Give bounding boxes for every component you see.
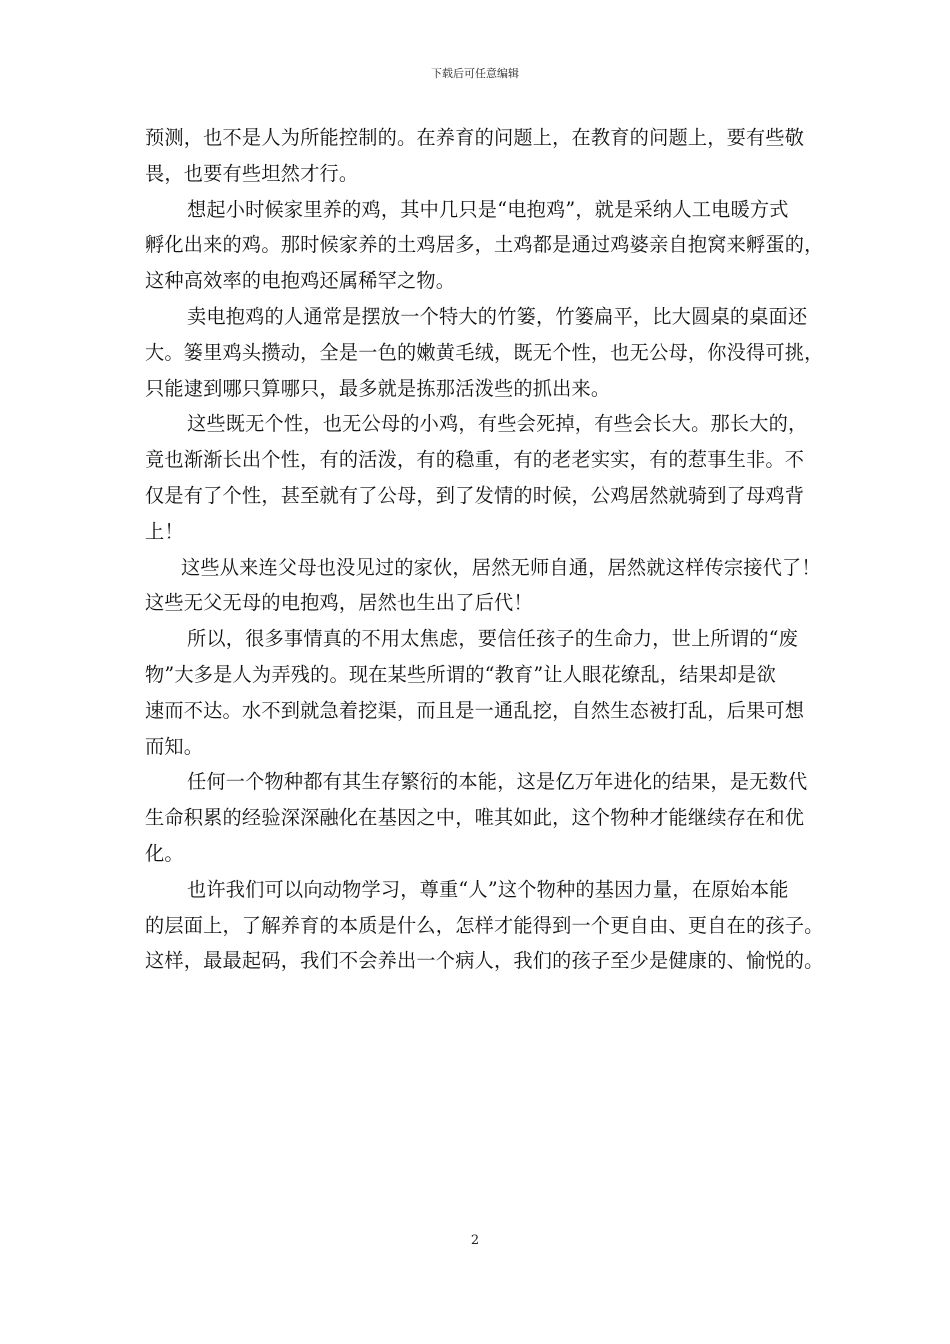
text-line: 所以，很多事情真的不用太焦虑，要信任孩子的生命力，世上所谓的“废 (187, 627, 799, 651)
text-line: 只能逮到哪只算哪只，最多就是拣那活泼些的抓出来。 (145, 376, 611, 400)
page-header: 下载后可任意编辑 (431, 67, 519, 80)
paragraph (145, 192, 824, 299)
text-line: 这些从来连父母也没见过的家伙，居然无师自通，居然就这样传宗接代了！ (181, 555, 821, 579)
text-line: 的层面上，了解养育的本质是什么，怎样才能得到一个更自由、更自在的孩子。 (145, 913, 824, 937)
text-line: 也许我们可以向动物学习，尊重“人”这个物种的基因力量，在原始本能 (187, 877, 789, 901)
text-line: 想起小时候家里养的鸡，其中几只是“电抱鸡”，就是采纳人工电暖方式 (187, 197, 789, 221)
text-line: 这种高效率的电抱鸡还属稀罕之物。 (145, 269, 456, 293)
text-line: 预测，也不是人为所能控制的。在养育的问题上，在教育的问题上，要有些敬 (145, 126, 805, 149)
text-line: 上！ (145, 519, 184, 543)
text-line: 这样，最最起码，我们不会养出一个病人，我们的孩子至少是健康的、愉悦的。 (145, 949, 824, 973)
text-line: 竟也渐渐长出个性，有的活泼，有的稳重，有的老老实实，有的惹事生非。不 (145, 448, 805, 472)
document-body (145, 120, 824, 979)
text-line: 而知。 (145, 734, 204, 758)
paragraph (145, 764, 821, 871)
text-line: 物”大多是人为弄残的。现在某些所谓的“教育”让人眼花缭乱，结果却是欲 (145, 662, 777, 686)
text-line: 这些无父无母的电抱鸡，居然也生出了后代！ (145, 591, 533, 615)
text-line: 大。篓里鸡头攒动，全是一色的嫩黄毛绒，既无个性，也无公母，你没得可挑， (145, 340, 824, 364)
paragraph (145, 299, 824, 406)
text-line: 化。 (145, 841, 184, 865)
text-line: 速而不达。水不到就急着挖渠，而且是一通乱挖，自然生态被打乱，后果可想 (145, 698, 805, 722)
text-line: 畏，也要有些坦然才行。 (145, 161, 359, 185)
text-line: 孵化出来的鸡。那时候家养的土鸡居多，土鸡都是通过鸡婆亲自抱窝来孵蛋的， (145, 233, 824, 257)
paragraph (145, 621, 821, 764)
text-line: 卖电抱鸡的人通常是摆放一个特大的竹篓，竹篓扁平，比大圆桌的桌面还 (187, 304, 808, 328)
paragraph (145, 120, 821, 192)
paragraph (145, 550, 821, 622)
paragraph (145, 872, 824, 979)
paragraph (145, 406, 821, 549)
text-line: 仅是有了个性，甚至就有了公母，到了发情的时候，公鸡居然就骑到了母鸡背 (145, 483, 805, 507)
text-line: 生命积累的经验深深融化在基因之中，唯其如此，这个物种才能继续存在和优 (145, 806, 805, 830)
page-number: 2 (470, 1233, 480, 1248)
text-line: 这些既无个性，也无公母的小鸡，有些会死掉，有些会长大。那长大的， (187, 412, 808, 436)
text-line: 任何一个物种都有其生存繁衍的本能，这是亿万年进化的结果，是无数代 (187, 770, 808, 794)
